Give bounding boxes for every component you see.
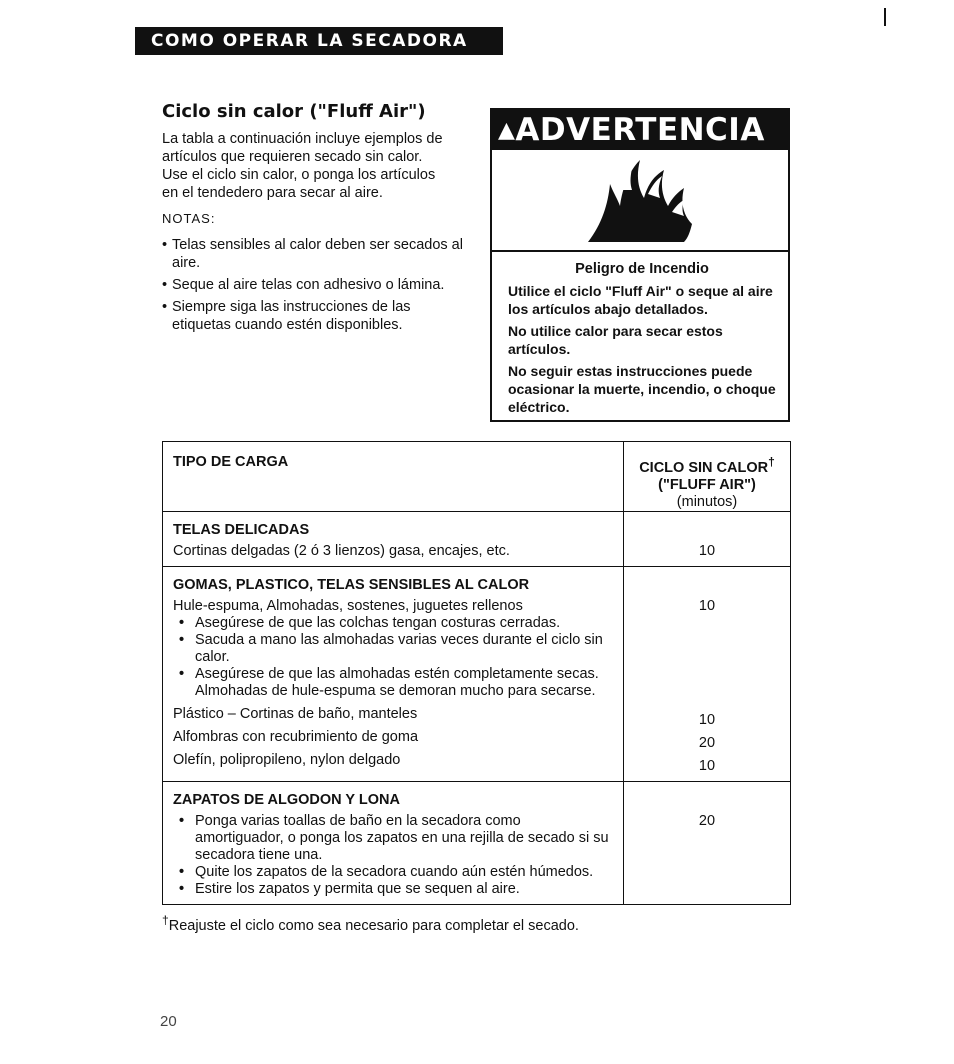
warning-line: No utilice calor para secar estos artículos. bbox=[508, 323, 723, 357]
minutes-value: 20 bbox=[698, 812, 716, 829]
bullet-item: • Quite los zapatos de la secadora cuando aún estén húmedos. bbox=[173, 864, 613, 881]
shoes-value-cell bbox=[624, 781, 791, 904]
page-header bbox=[135, 27, 503, 55]
notes-label: NOTAS: bbox=[162, 211, 216, 226]
flame-area bbox=[492, 150, 788, 252]
section-title: Ciclo sin calor ("Fluff Air") bbox=[162, 101, 426, 122]
footnote-mark: † bbox=[162, 913, 169, 927]
notes-list bbox=[162, 236, 467, 334]
warning-body bbox=[492, 252, 788, 416]
warning-triangle-icon: ▲ bbox=[498, 118, 516, 143]
warning-header bbox=[492, 110, 788, 150]
minutes-value: 20 bbox=[698, 734, 716, 751]
intro-text bbox=[162, 130, 467, 202]
table-row-delicate bbox=[163, 511, 791, 566]
minutes-value: 10 bbox=[698, 711, 716, 728]
edge-mark bbox=[884, 8, 886, 26]
delicate-cell bbox=[163, 511, 624, 566]
category-title: GOMAS, PLASTICO, TELAS SENSIBLES AL CALOR bbox=[173, 576, 530, 593]
item-line: Alfombras con recubrimiento de goma bbox=[173, 728, 419, 745]
shoes-cell bbox=[163, 781, 624, 904]
col-header-cycle: CICLO SIN CALOR† ("FLUFF AIR") (minutos) bbox=[624, 442, 791, 512]
load-table bbox=[162, 441, 791, 905]
minutes-value: 10 bbox=[698, 542, 716, 559]
table-row-shoes bbox=[163, 781, 791, 904]
minutes-value: 10 bbox=[698, 597, 716, 614]
header-title: COMO OPERAR LA SECADORA bbox=[151, 31, 468, 51]
left-column bbox=[162, 103, 467, 338]
bullet-item: • Asegúrese de que las colchas tengan costuras cerradas. bbox=[173, 615, 613, 632]
warning-line: Utilice el ciclo "Fluff Air" o seque al aire los artículos abajo detallados. bbox=[508, 283, 773, 317]
note-item: • Seque al aire telas con adhesivo o lámina. bbox=[162, 276, 467, 294]
warning-title: ADVERTENCIA bbox=[515, 112, 765, 148]
item-line: Hule-espuma, Almohadas, sostenes, juguetes rellenos bbox=[173, 597, 523, 614]
table-header-row bbox=[163, 442, 791, 512]
fire-icon bbox=[584, 154, 696, 246]
page-number: 20 bbox=[160, 1013, 177, 1030]
bullet-item: • Asegúrese de que las almohadas estén completamente secas. Almohadas de hule-espuma se demoran mucho para secarse. bbox=[173, 666, 613, 700]
intro-line: en el tendedero para secar al aire. bbox=[162, 185, 383, 201]
category-title: ZAPATOS DE ALGODON Y LONA bbox=[173, 791, 400, 808]
minutes-value: 10 bbox=[698, 757, 716, 774]
item-line: Cortinas delgadas (2 ó 3 lienzos) gasa, encajes, etc. bbox=[173, 542, 510, 559]
hazard-title: Peligro de Incendio bbox=[575, 261, 709, 277]
warning-box bbox=[490, 108, 790, 422]
rubber-cell bbox=[163, 566, 624, 781]
note-item: • Siempre siga las instrucciones de las etiquetas cuando estén disponibles. bbox=[162, 298, 467, 334]
intro-line: artículos que requieren secado sin calor. bbox=[162, 149, 423, 165]
delicate-value-cell bbox=[624, 511, 791, 566]
bullet-item: • Sacuda a mano las almohadas varias veces durante el ciclo sin calor. bbox=[173, 632, 613, 666]
rubber-value-cell bbox=[624, 566, 791, 781]
intro-line: Use el ciclo sin calor, o ponga los artículos bbox=[162, 167, 436, 183]
item-line: Olefín, polipropileno, nylon delgado bbox=[173, 751, 401, 768]
footnote-text: Reajuste el ciclo como sea necesario para completar el secado. bbox=[168, 917, 579, 934]
category-title: TELAS DELICADAS bbox=[173, 521, 310, 538]
table-row-rubber bbox=[163, 566, 791, 781]
warning-line: No seguir estas instrucciones puede ocasionar la muerte, incendio, o choque eléctrico. bbox=[508, 363, 776, 415]
note-item: • Telas sensibles al calor deben ser secados al aire. bbox=[162, 236, 467, 272]
bullet-item: • Estire los zapatos y permita que se sequen al aire. bbox=[173, 881, 613, 898]
col-header-load-type: TIPO DE CARGA bbox=[163, 442, 624, 512]
bullet-item: • Ponga varias toallas de baño en la secadora como amortiguador, o ponga los zapatos en una rejilla de secado si su secadora tiene una. bbox=[173, 813, 613, 864]
intro-line: La tabla a continuación incluye ejemplos de bbox=[162, 131, 443, 147]
footnote bbox=[162, 913, 579, 934]
item-line: Plástico – Cortinas de baño, manteles bbox=[173, 705, 418, 722]
